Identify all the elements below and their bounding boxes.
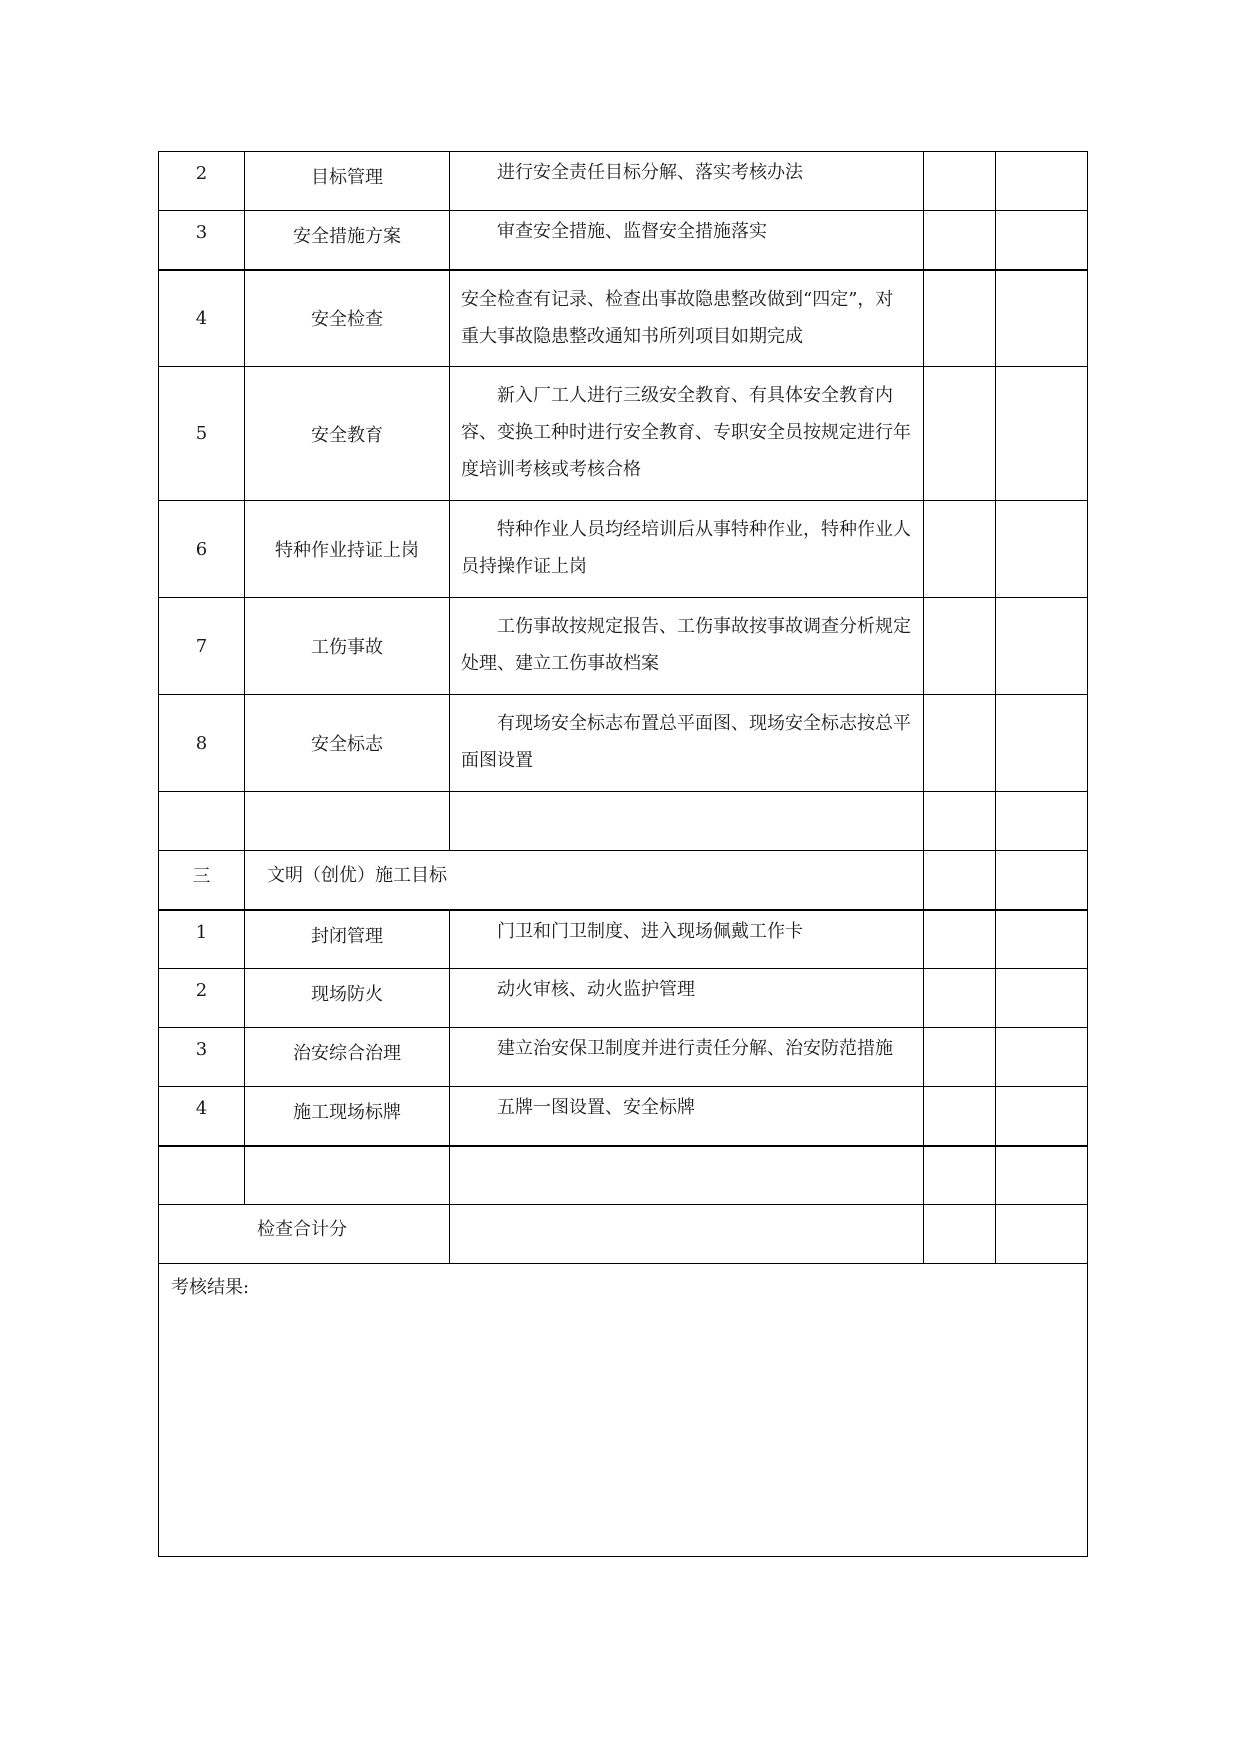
assessment-result[interactable] bbox=[159, 1264, 1088, 1557]
remark-cell[interactable] bbox=[996, 1087, 1088, 1146]
score-cell[interactable] bbox=[924, 1205, 996, 1264]
inspection-table bbox=[158, 151, 1088, 1557]
score-cell[interactable] bbox=[924, 598, 996, 695]
section-number: 三 bbox=[159, 851, 245, 910]
result-row bbox=[159, 1264, 1088, 1557]
row-item: 安全教育 bbox=[245, 367, 450, 501]
remark-cell[interactable] bbox=[996, 792, 1088, 851]
score-cell[interactable] bbox=[924, 695, 996, 792]
remark-cell[interactable] bbox=[996, 501, 1088, 598]
row-number: 4 bbox=[159, 1087, 245, 1146]
remark-cell[interactable] bbox=[996, 851, 1088, 910]
remark-cell[interactable] bbox=[996, 1028, 1088, 1087]
remark-cell[interactable] bbox=[996, 1146, 1088, 1205]
score-cell[interactable] bbox=[924, 1146, 996, 1205]
table-row bbox=[159, 598, 1088, 695]
blank-row bbox=[159, 792, 1088, 851]
total-row bbox=[159, 1205, 1088, 1264]
remark-cell[interactable] bbox=[996, 695, 1088, 792]
row-description: 新入厂工人进行三级安全教育、有具体安全教育内容、变换工种时进行安全教育、专职安全员按规定进行年度培训考核或考核合格 bbox=[450, 367, 924, 501]
blank-cell bbox=[159, 792, 245, 851]
row-item: 安全检查 bbox=[245, 270, 450, 367]
blank-cell bbox=[159, 1146, 245, 1205]
remark-cell[interactable] bbox=[996, 211, 1088, 270]
section-title: 文明（创优）施工目标 bbox=[245, 851, 924, 910]
row-number: 2 bbox=[159, 152, 245, 211]
table-row bbox=[159, 270, 1088, 367]
row-item: 封闭管理 bbox=[245, 910, 450, 969]
row-description: 建立治安保卫制度并进行责任分解、治安防范措施 bbox=[450, 1028, 924, 1087]
table-row bbox=[159, 695, 1088, 792]
table-row bbox=[159, 367, 1088, 501]
remark-cell[interactable] bbox=[996, 910, 1088, 969]
total-score-label: 检查合计分 bbox=[159, 1205, 450, 1264]
row-description: 安全检查有记录、检查出事故隐患整改做到“四定”，对重大事故隐患整改通知书所列项目如期完成 bbox=[450, 270, 924, 367]
blank-cell bbox=[450, 792, 924, 851]
row-item: 安全措施方案 bbox=[245, 211, 450, 270]
row-description: 工伤事故按规定报告、工伤事故按事故调查分析规定处理、建立工伤事故档案 bbox=[450, 598, 924, 695]
row-number: 3 bbox=[159, 211, 245, 270]
score-cell[interactable] bbox=[924, 792, 996, 851]
table-row bbox=[159, 152, 1088, 211]
total-score-cell[interactable] bbox=[450, 1205, 924, 1264]
row-item: 施工现场标牌 bbox=[245, 1087, 450, 1146]
table-row bbox=[159, 1028, 1088, 1087]
row-description: 有现场安全标志布置总平面图、现场安全标志按总平面图设置 bbox=[450, 695, 924, 792]
row-number: 8 bbox=[159, 695, 245, 792]
score-cell[interactable] bbox=[924, 969, 996, 1028]
row-item: 安全标志 bbox=[245, 695, 450, 792]
score-cell[interactable] bbox=[924, 367, 996, 501]
row-description: 进行安全责任目标分解、落实考核办法 bbox=[450, 152, 924, 211]
score-cell[interactable] bbox=[924, 270, 996, 367]
row-number: 4 bbox=[159, 270, 245, 367]
blank-cell bbox=[245, 1146, 450, 1205]
table-row bbox=[159, 969, 1088, 1028]
row-number: 1 bbox=[159, 910, 245, 969]
row-description: 特种作业人员均经培训后从事特种作业，特种作业人员持操作证上岗 bbox=[450, 501, 924, 598]
remark-cell[interactable] bbox=[996, 270, 1088, 367]
row-item: 工伤事故 bbox=[245, 598, 450, 695]
row-description: 审查安全措施、监督安全措施落实 bbox=[450, 211, 924, 270]
remark-cell[interactable] bbox=[996, 367, 1088, 501]
score-cell[interactable] bbox=[924, 910, 996, 969]
score-cell[interactable] bbox=[924, 501, 996, 598]
table-row bbox=[159, 1087, 1088, 1146]
row-description: 动火审核、动火监护管理 bbox=[450, 969, 924, 1028]
blank-cell bbox=[245, 792, 450, 851]
row-item: 特种作业持证上岗 bbox=[245, 501, 450, 598]
row-item: 现场防火 bbox=[245, 969, 450, 1028]
score-cell[interactable] bbox=[924, 851, 996, 910]
row-description: 五牌一图设置、安全标牌 bbox=[450, 1087, 924, 1146]
remark-cell[interactable] bbox=[996, 598, 1088, 695]
score-cell[interactable] bbox=[924, 211, 996, 270]
score-cell[interactable] bbox=[924, 1028, 996, 1087]
table-row bbox=[159, 501, 1088, 598]
table-row bbox=[159, 910, 1088, 969]
blank-cell bbox=[450, 1146, 924, 1205]
section-row bbox=[159, 851, 1088, 910]
table-row bbox=[159, 211, 1088, 270]
row-item: 治安综合治理 bbox=[245, 1028, 450, 1087]
remark-cell[interactable] bbox=[996, 969, 1088, 1028]
row-description: 门卫和门卫制度、进入现场佩戴工作卡 bbox=[450, 910, 924, 969]
row-number: 7 bbox=[159, 598, 245, 695]
assessment-result-label: 考核结果: bbox=[171, 1277, 250, 1298]
blank-row bbox=[159, 1146, 1088, 1205]
score-cell[interactable] bbox=[924, 1087, 996, 1146]
row-number: 2 bbox=[159, 969, 245, 1028]
row-item: 目标管理 bbox=[245, 152, 450, 211]
row-number: 5 bbox=[159, 367, 245, 501]
remark-cell[interactable] bbox=[996, 1205, 1088, 1264]
row-number: 3 bbox=[159, 1028, 245, 1087]
row-number: 6 bbox=[159, 501, 245, 598]
score-cell[interactable] bbox=[924, 152, 996, 211]
remark-cell[interactable] bbox=[996, 152, 1088, 211]
